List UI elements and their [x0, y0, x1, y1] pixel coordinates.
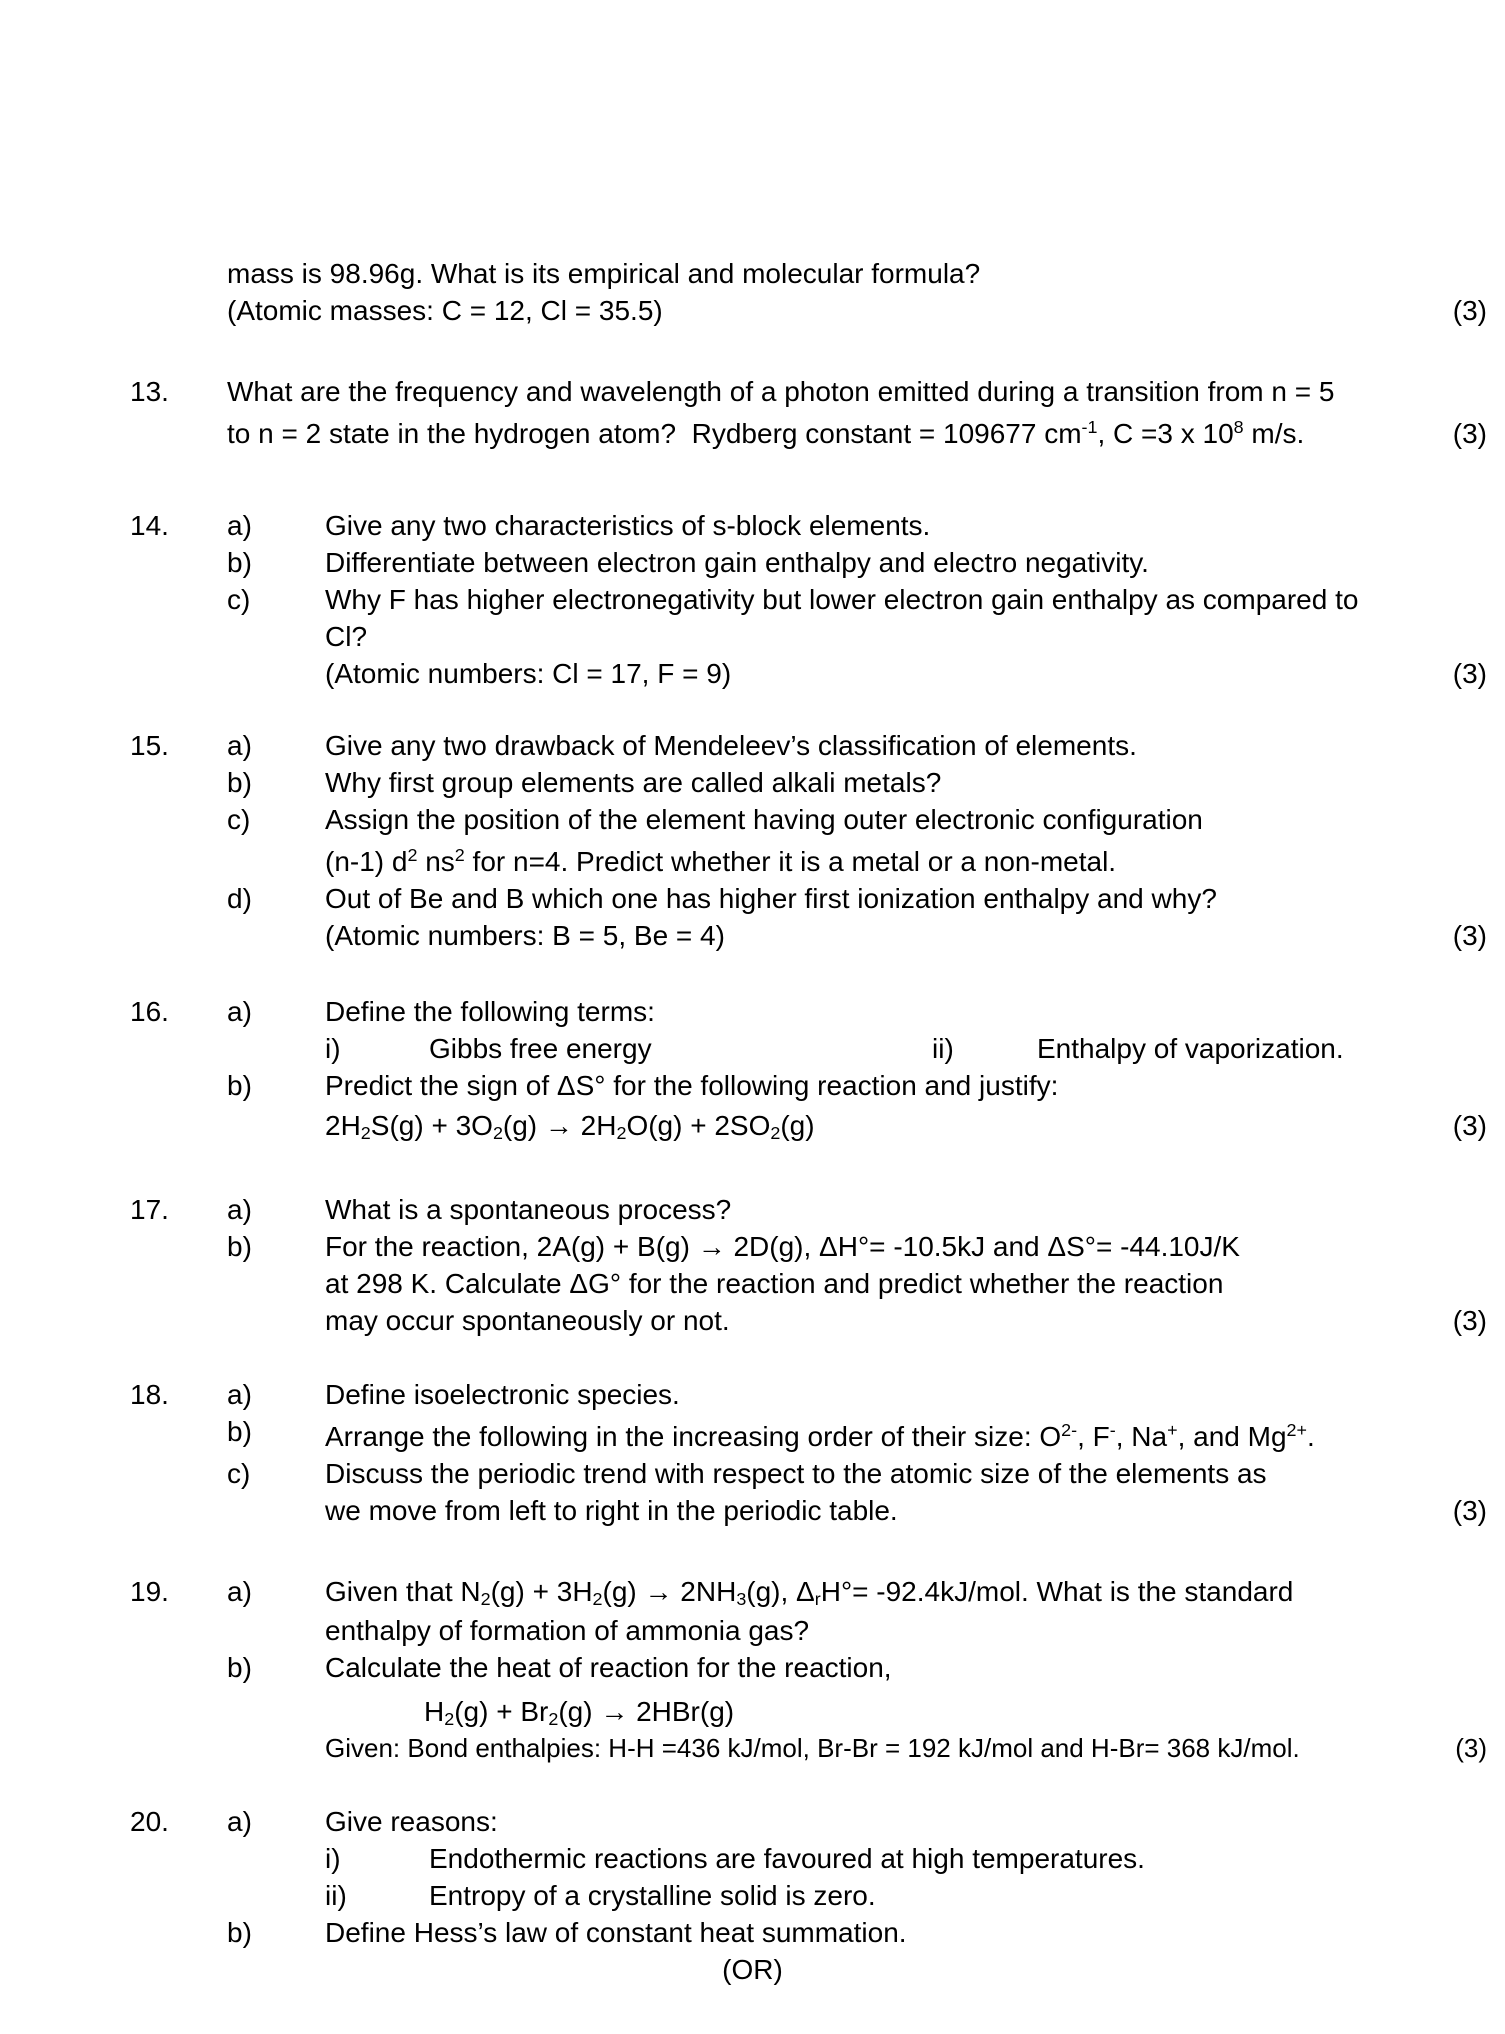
- text-line: [325, 1228, 1487, 1265]
- text-line: [325, 727, 1487, 764]
- marks-value: (3): [1452, 295, 1487, 326]
- equation-text: $2H_2S(g) + 3O_2(g) \to 2H_2O(g) + 2SO_2(g)$: [325, 1110, 815, 1143]
- question-text: enthalpy of formation of ammonia gas?: [325, 1615, 810, 1646]
- text-line: [325, 1418, 1487, 1455]
- question-text: Give any two characteristics of s-block elements.: [325, 510, 931, 541]
- equation-text: $H_2(g) + Br_2(g) \to 2HBr(g)$: [424, 1696, 735, 1729]
- part-letter: b): [227, 1070, 252, 1101]
- marks-value: (3): [1452, 1110, 1487, 1141]
- item-label-i: i): [325, 1843, 341, 1874]
- question-text: Discuss the periodic trend with respect to the atomic size of the elements as: [325, 1458, 1267, 1489]
- spacer: [227, 1030, 325, 1067]
- question-number: 17.: [130, 1194, 169, 1225]
- part-letter: c): [227, 584, 251, 615]
- question-body: [227, 1376, 1487, 1529]
- part-letter: b): [227, 1917, 252, 1948]
- part-c: [227, 581, 1487, 655]
- part-text: [325, 993, 1487, 1030]
- marks-value: (3): [1452, 920, 1487, 951]
- text-line: [325, 993, 1487, 1030]
- part-letter: b): [227, 547, 252, 578]
- question-text: at 298 K. Calculate ΔG° for the reaction and predict whether the reaction: [325, 1268, 1224, 1299]
- question-body: [227, 993, 1487, 1144]
- part-c: [227, 1455, 1487, 1529]
- item-text-ii: Enthalpy of vaporization.: [1037, 1033, 1344, 1064]
- text-line: [325, 1803, 1487, 1840]
- part-letter: a): [227, 730, 252, 761]
- part-a: [227, 1803, 1487, 1914]
- text-line: [325, 1612, 1487, 1649]
- question-text: For the reaction, 2A(g) + B(g) → 2D(g), ΔH°= -10.5kJ and ΔS°= -44.10J/K: [325, 1231, 1240, 1262]
- part-text: [325, 1455, 1487, 1529]
- reaction-equation: [325, 1693, 1487, 1730]
- text-line: [325, 507, 1487, 544]
- part-text: [325, 1228, 1487, 1339]
- question-text: Given: Bond enthalpies: H-H =436 kJ/mol, Br-Br = 192 kJ/mol and H-Br= 368 kJ/mol.: [325, 1733, 1300, 1763]
- text-line: [227, 373, 1487, 410]
- question-body: [227, 373, 1487, 452]
- or-separator: (OR): [722, 1954, 783, 1985]
- question-12-continuation: [130, 255, 1487, 329]
- text-line: [325, 1649, 1487, 1686]
- part-letter: a): [227, 1576, 252, 1607]
- item-label-ii: ii): [325, 1880, 347, 1911]
- question-text: Give reasons:: [325, 1806, 498, 1837]
- part-a-items: [227, 1030, 1487, 1067]
- part-letter: a): [227, 1379, 252, 1410]
- item-label-i: i): [325, 1033, 341, 1064]
- part-text: [325, 880, 1487, 917]
- question-text: Cl?: [325, 621, 368, 652]
- text-line: [227, 292, 1487, 329]
- part-a: [227, 1191, 1487, 1228]
- question-text: What is a spontaneous process?: [325, 1194, 732, 1225]
- question-16: [130, 993, 1487, 1144]
- question-text: Differentiate between electron gain enthalpy and electro negativity.: [325, 547, 1149, 578]
- text-line: [325, 544, 1487, 581]
- text-line: [325, 843, 1487, 880]
- question-20: [130, 1803, 1487, 1951]
- part-text: [325, 917, 1487, 954]
- text-line: [325, 1302, 1487, 1339]
- question-13: [130, 373, 1487, 452]
- text-line: [325, 1914, 1487, 1951]
- part-text: [325, 1376, 1487, 1413]
- text-line: [325, 581, 1487, 618]
- text-line: [227, 255, 1487, 292]
- text-line: [325, 1573, 1487, 1610]
- part-b: [227, 1649, 1487, 1767]
- question-number: [130, 255, 227, 329]
- part-a: [227, 507, 1487, 544]
- marks-value: (3): [1452, 418, 1487, 449]
- question-text: Give any two drawback of Mendeleev’s classification of elements.: [325, 730, 1137, 761]
- question-body: [227, 1573, 1487, 1767]
- question-text: (Atomic masses: C = 12, Cl = 35.5): [227, 295, 663, 326]
- part-text: [325, 727, 1487, 764]
- part-letter: [227, 917, 325, 954]
- question-number: 20.: [130, 1806, 169, 1837]
- item-text-ii: Entropy of a crystalline solid is zero.: [429, 1880, 876, 1911]
- part-letter: [227, 655, 325, 692]
- part-text: [325, 655, 1487, 692]
- item-label-ii: ii): [932, 1033, 954, 1064]
- text-line: [325, 1265, 1487, 1302]
- marks-value: (3): [1452, 658, 1487, 689]
- question-number: 16.: [130, 996, 169, 1027]
- part-note: [227, 917, 1487, 954]
- part-letter: c): [227, 804, 251, 835]
- part-text: [325, 1803, 1487, 1914]
- question-19: [130, 1573, 1487, 1767]
- question-number: 19.: [130, 1576, 169, 1607]
- part-a: [227, 1376, 1487, 1413]
- question-body: [227, 255, 1487, 329]
- question-text: Define Hess’s law of constant heat summation.: [325, 1917, 907, 1948]
- text-line: [325, 880, 1487, 917]
- part-b: [227, 544, 1487, 581]
- question-body: [227, 1803, 1487, 1951]
- text-line: [325, 655, 1487, 692]
- part-a: [227, 993, 1487, 1030]
- question-text: Predict the sign of ΔS° for the following reaction and justify:: [325, 1070, 1059, 1101]
- part-text: [325, 1067, 1487, 1144]
- part-letter: c): [227, 1458, 251, 1489]
- part-letter: a): [227, 510, 252, 541]
- part-a: [227, 1573, 1487, 1649]
- part-d: [227, 880, 1487, 917]
- question-text: Assign the position of the element having outer electronic configuration: [325, 804, 1203, 835]
- question-text: What are the frequency and wavelength of a photon emitted during a transition from n = 5: [227, 376, 1335, 407]
- part-a: [227, 727, 1487, 764]
- part-text: [325, 1413, 1487, 1455]
- question-17: [130, 1191, 1487, 1339]
- part-letter: a): [227, 1194, 252, 1225]
- part-text: [325, 801, 1487, 880]
- question-text: Calculate the heat of reaction for the reaction,: [325, 1652, 892, 1683]
- question-number: 14.: [130, 510, 169, 541]
- marks-value: (3): [1452, 1495, 1487, 1526]
- text-line: [325, 618, 1487, 655]
- part-text: [325, 1030, 1487, 1067]
- text-line: [325, 1067, 1487, 1104]
- part-text: [325, 581, 1487, 655]
- question-text: Arrange the following in the increasing order of their size: $O^{2-}$, F-, Na+, and $Mg^{2+}$.: [325, 1420, 1315, 1452]
- question-number: 15.: [130, 730, 169, 761]
- text-line: [325, 764, 1487, 801]
- text-line: [325, 801, 1487, 838]
- sub-item-i: [325, 1840, 1487, 1877]
- question-body: [227, 507, 1487, 692]
- text-line: [325, 1030, 1487, 1067]
- reaction-equation: [325, 1107, 1487, 1144]
- part-b: [227, 764, 1487, 801]
- question-text: Why F has higher electronegativity but lower electron gain enthalpy as compared to: [325, 584, 1359, 615]
- part-text: [325, 544, 1487, 581]
- item-text-i: Endothermic reactions are favoured at high temperatures.: [429, 1843, 1145, 1874]
- text-line: [325, 1492, 1487, 1529]
- part-c: [227, 801, 1487, 880]
- part-text: [325, 1649, 1487, 1767]
- part-text: [325, 1191, 1487, 1228]
- question-text: (Atomic numbers: Cl = 17, F = 9): [325, 658, 732, 689]
- question-text: Why first group elements are called alkali metals?: [325, 767, 942, 798]
- text-line: [325, 1191, 1487, 1228]
- part-b: [227, 1067, 1487, 1144]
- question-text: Define the following terms:: [325, 996, 655, 1027]
- part-letter: b): [227, 1652, 252, 1683]
- question-text: Out of Be and B which one has higher first ionization enthalpy and why?: [325, 883, 1217, 914]
- part-note: [227, 655, 1487, 692]
- part-text: [325, 507, 1487, 544]
- item-text-i: Gibbs free energy: [429, 1033, 652, 1064]
- part-letter: b): [227, 767, 252, 798]
- part-b: [227, 1914, 1487, 1951]
- given-data-line: [325, 1730, 1487, 1767]
- text-line: [325, 1376, 1487, 1413]
- question-text: may occur spontaneously or not.: [325, 1305, 730, 1336]
- part-b: [227, 1228, 1487, 1339]
- part-text: [325, 764, 1487, 801]
- marks-value: (3): [1452, 1305, 1487, 1336]
- sub-item-ii: [325, 1877, 1487, 1914]
- question-number: 18.: [130, 1379, 169, 1410]
- question-text: Given that $N_2(g) + 3H_2(g) \to 2NH_3(g)$, $\Delta_rH^\circ= -92.4kJ/mol$. What is the standard: [325, 1576, 1294, 1609]
- question-body: [227, 727, 1487, 954]
- question-18: [130, 1376, 1487, 1529]
- question-text: to n = 2 state in the hydrogen atom? Rydberg constant = 109677 $cm^{-1}$, C =3 x $10^8$ m/s.: [227, 417, 1305, 449]
- part-letter: a): [227, 996, 252, 1027]
- question-15: [130, 727, 1487, 954]
- question-number: 13.: [130, 376, 169, 407]
- part-text: [325, 1914, 1487, 1951]
- question-text: (n-1) $d^2$ $ns^2$ for n=4. Predict whether it is a metal or a non-metal.: [325, 845, 1117, 877]
- question-text: we move from left to right in the periodic table.: [325, 1495, 898, 1526]
- part-text: [325, 1573, 1487, 1649]
- question-text: Define isoelectronic species.: [325, 1379, 680, 1410]
- part-letter: b): [227, 1416, 252, 1447]
- marks-value: (3): [1455, 1733, 1487, 1763]
- part-b: [227, 1413, 1487, 1455]
- part-letter: d): [227, 883, 252, 914]
- question-14: [130, 507, 1487, 692]
- question-text: mass is 98.96g. What is its empirical and molecular formula?: [227, 258, 981, 289]
- part-letter: b): [227, 1231, 252, 1262]
- text-line: [325, 917, 1487, 954]
- text-line: [325, 1455, 1487, 1492]
- part-letter: a): [227, 1806, 252, 1837]
- question-body: [227, 1191, 1487, 1339]
- question-text: (Atomic numbers: B = 5, Be = 4): [325, 920, 725, 951]
- text-line: [227, 415, 1487, 452]
